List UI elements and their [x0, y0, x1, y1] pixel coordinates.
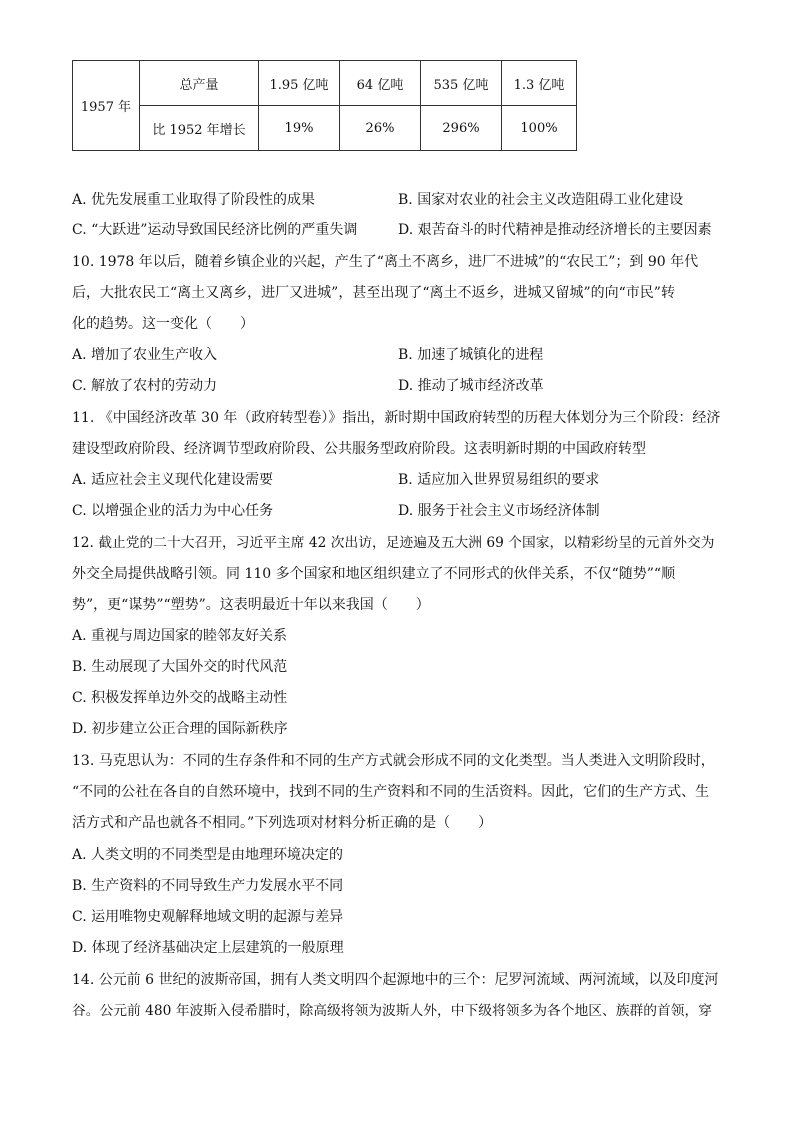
- q12-stem-line: 势”，更“谋势”“塑势”。这表明最近十年以来我国（ ）: [72, 597, 430, 613]
- q10-stem-line: 化的趋势。这一变化（ ）: [72, 316, 254, 332]
- q12-option-d: D. 初步建立公正合理的国际新秩序: [72, 721, 288, 737]
- q11-option-c: C. 以增强企业的活力为中心任务: [72, 503, 274, 519]
- q12-option-c: C. 积极发挥单边外交的战略主动性: [72, 690, 288, 706]
- table-row: [73, 106, 577, 151]
- value-cell: 1.95 亿吨: [259, 61, 340, 106]
- q13-option-d: D. 体现了经济基础决定上层建筑的一般原理: [72, 940, 344, 956]
- value-cell: 296%: [421, 106, 502, 151]
- row-label-cell: 比 1952 年增长: [140, 106, 259, 151]
- year-cell: 1957 年: [73, 61, 140, 151]
- q10-stem-line: 后，大批农民工“离土又离乡，进厂又进城”，甚至出现了“离土不返乡，进城又留城”的向“市民”转: [72, 285, 675, 301]
- q9-option-a: A. 优先发展重工业取得了阶段性的成果: [72, 192, 316, 208]
- value-cell: 1.3 亿吨: [502, 61, 577, 106]
- q11-option-b: B. 适应加入世界贸易组织的要求: [398, 472, 600, 488]
- q13-stem-line: 13. 马克思认为：不同的生存条件和不同的生产方式就会形成不同的文化类型。当人类进入文明阶段时，: [72, 753, 715, 769]
- row-label-cell: 总产量: [140, 61, 259, 106]
- q11-option-d: D. 服务于社会主义市场经济体制: [398, 503, 600, 519]
- value-cell: 535 亿吨: [421, 61, 502, 106]
- q11-stem-line: 建设型政府阶段、经济调节型政府阶段、公共服务型政府阶段。这表明新时期的中国政府转型: [72, 441, 646, 457]
- q9-option-b: B. 国家对农业的社会主义改造阻碍工业化建设: [398, 192, 684, 208]
- q9-option-d: D. 艰苦奋斗的时代精神是推动经济增长的主要因素: [398, 222, 712, 238]
- q11-option-a: A. 适应社会主义现代化建设需要: [72, 472, 274, 488]
- q13-stem-line: “不同的公社在各自的自然环境中，找到不同的生产资料和不同的生活资料。因此，它们的生产方式、生: [72, 784, 710, 800]
- value-cell: 26%: [340, 106, 421, 151]
- q12-option-a: A. 重视与周边国家的睦邻友好关系: [72, 628, 288, 644]
- q13-option-b: B. 生产资料的不同导致生产力发展水平不同: [72, 878, 344, 894]
- q12-stem-line: 12. 截止党的二十大召开，习近平主席 42 次出访，足迹遍及五大洲 69 个国家，以精彩纷呈的元首外交为: [72, 535, 715, 551]
- q13-option-a: A. 人类文明的不同类型是由地理环境决定的: [72, 847, 344, 863]
- q13-stem-line: 活方式和产品也就各不相同。”下列选项对材料分析正确的是（ ）: [72, 815, 493, 831]
- value-cell: 64 亿吨: [340, 61, 421, 106]
- q14-stem-line: 14. 公元前 6 世纪的波斯帝国，拥有人类文明四个起源地中的三个：尼罗河流域、两河流域，以及印度河: [72, 972, 719, 988]
- q10-option-b: B. 加速了城镇化的进程: [398, 347, 544, 363]
- q10-option-d: D. 推动了城市经济改革: [398, 378, 544, 394]
- q13-option-c: C. 运用唯物史观解释地域文明的起源与差异: [72, 909, 344, 925]
- q10-option-c: C. 解放了农村的劳动力: [72, 378, 218, 394]
- q10-option-a: A. 增加了农业生产收入: [72, 347, 218, 363]
- value-cell: 19%: [259, 106, 340, 151]
- q14-stem-line: 谷。公元前 480 年波斯入侵希腊时，除高级将领为波斯人外，中下级将领多为各个地区、族群的首领，穿: [72, 1003, 712, 1019]
- q11-stem-line: 11. 《中国经济改革 30 年（政府转型卷）》指出，新时期中国政府转型的历程大体划分为三个阶段：经济: [72, 410, 721, 426]
- value-cell: 100%: [502, 106, 577, 151]
- q12-option-b: B. 生动展现了大国外交的时代风范: [72, 659, 288, 675]
- production-table: [72, 60, 577, 151]
- q9-option-c: C. “大跃进”运动导致国民经济比例的严重失调: [72, 222, 358, 238]
- q10-stem-line: 10. 1978 年以后，随着乡镇企业的兴起，产生了“离土不离乡，进厂不进城”的“农民工”；到 90 年代: [72, 254, 699, 270]
- q12-stem-line: 外交全局提供战略引领。同 110 多个国家和地区组织建立了不同形式的伙伴关系，不仅“随势”“顺: [72, 566, 676, 582]
- table-row: [73, 61, 577, 106]
